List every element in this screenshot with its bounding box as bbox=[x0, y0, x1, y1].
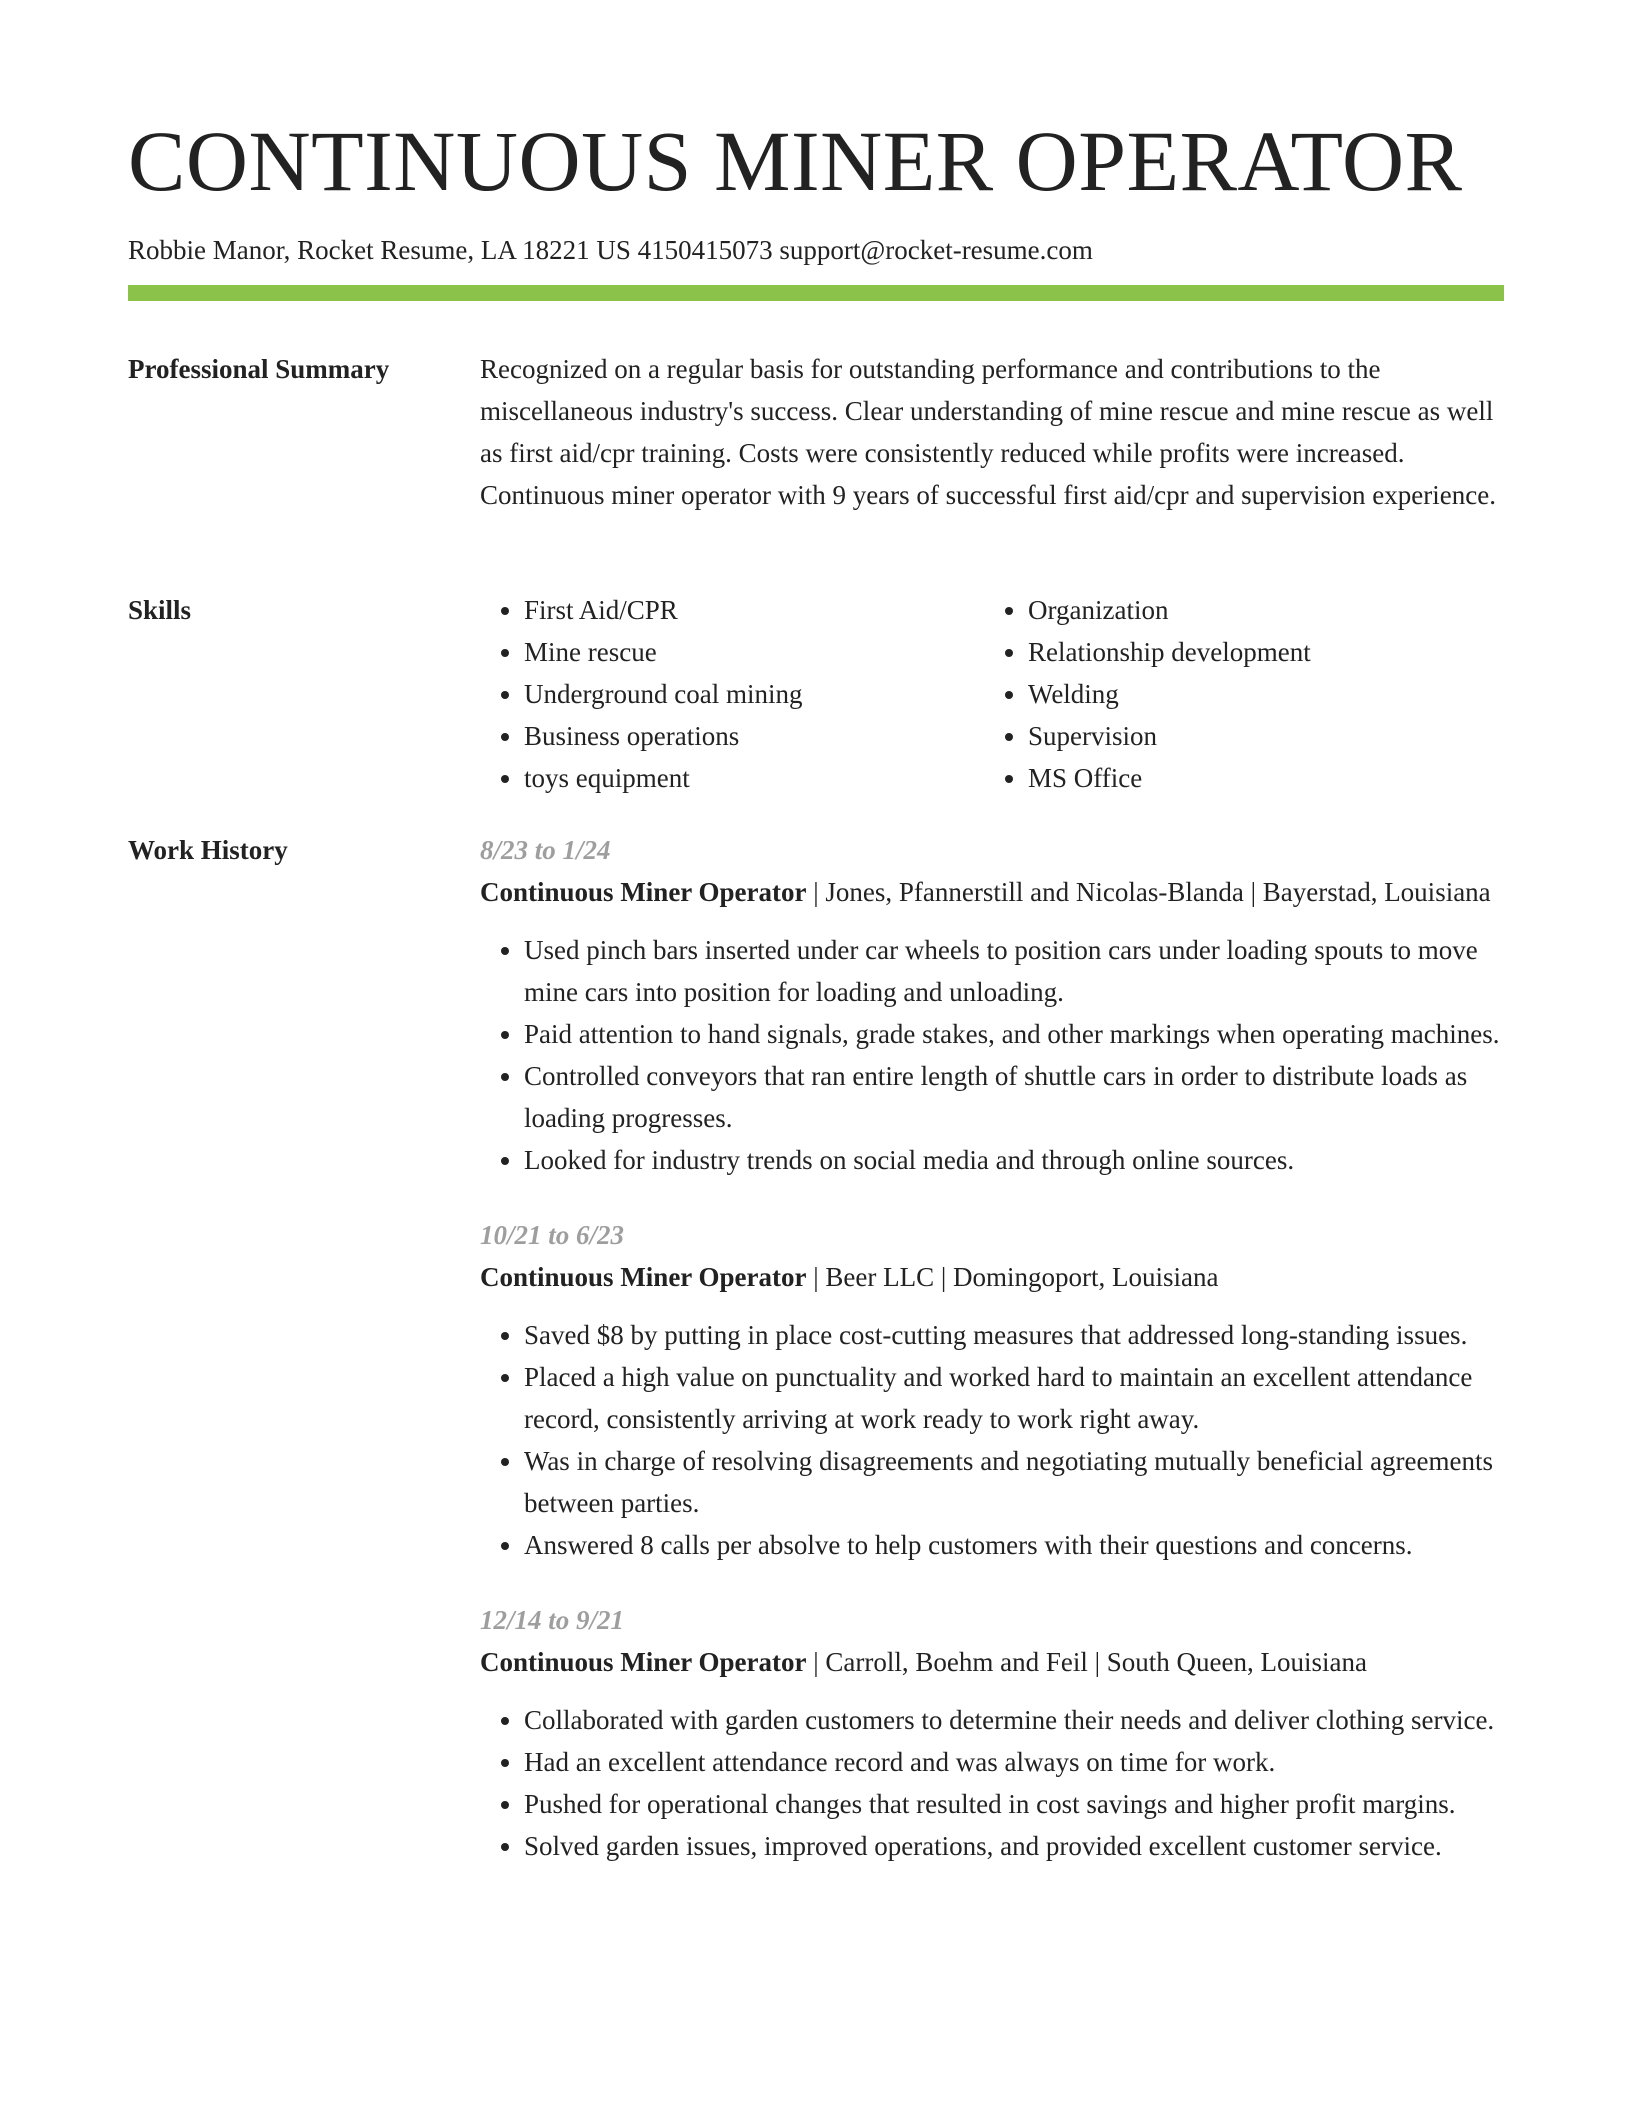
summary-body bbox=[480, 348, 1504, 516]
job-employer-location: | Carroll, Boehm and Feil | South Queen, Louisiana bbox=[806, 1647, 1367, 1677]
contact-line: Robbie Manor, Rocket Resume, LA 18221 US 4150415073 support@rocket-resume.com bbox=[128, 235, 1093, 265]
job-title: Continuous Miner Operator bbox=[480, 877, 807, 907]
job-bullet: • Answered 8 calls per absolve to help customers with their questions and concerns. bbox=[524, 1524, 1504, 1566]
job-employer-location: | Beer LLC | Domingoport, Louisiana bbox=[806, 1262, 1219, 1292]
accent-divider bbox=[128, 285, 1504, 301]
skills-columns bbox=[480, 589, 1504, 799]
job-dates: 8/23 to 1/24 bbox=[480, 835, 611, 865]
job-heading bbox=[480, 1256, 1504, 1298]
skills-column-left bbox=[480, 589, 984, 799]
job-dates: 10/21 to 6/23 bbox=[480, 1220, 625, 1250]
skills-heading: Skills bbox=[128, 595, 192, 625]
job-bullet: • Controlled conveyors that ran entire length of shuttle cars in order to distribute loads as loading progresses. bbox=[524, 1055, 1504, 1139]
resume-name-title: CONTINUOUS MINER OPERATOR bbox=[128, 113, 1463, 209]
job-heading bbox=[480, 871, 1504, 913]
skills-body bbox=[480, 589, 1504, 799]
skill-item: • Underground coal mining bbox=[524, 673, 984, 715]
job-bullet-list bbox=[480, 1699, 1504, 1867]
job-bullet: • Looked for industry trends on social media and through online sources. bbox=[524, 1139, 1504, 1181]
job-heading bbox=[480, 1641, 1504, 1683]
job-entry bbox=[480, 829, 1504, 1181]
work-history-body bbox=[480, 829, 1504, 1900]
skills-column-right bbox=[984, 589, 1488, 799]
skill-item: • Welding bbox=[1028, 673, 1488, 715]
job-bullet-list bbox=[480, 929, 1504, 1181]
job-bullet-list bbox=[480, 1314, 1504, 1566]
summary-text: Recognized on a regular basis for outstanding performance and contributions to the miscellaneous industry's success. Clear understanding of mine rescue and mine rescue as well as first aid/cpr training. Costs were consistently reduced while profits were increased. Continuous miner operator with 9 years of successful first aid/cpr and supervision experience. bbox=[480, 354, 1496, 510]
job-employer-location: | Jones, Pfannerstill and Nicolas-Blanda | Bayerstad, Louisiana bbox=[806, 877, 1491, 907]
skill-item: • First Aid/CPR bbox=[524, 589, 984, 631]
skill-item: • Supervision bbox=[1028, 715, 1488, 757]
job-bullet: • Was in charge of resolving disagreements and negotiating mutually beneficial agreements between parties. bbox=[524, 1440, 1504, 1524]
job-dates: 12/14 to 9/21 bbox=[480, 1605, 625, 1635]
job-bullet: • Paid attention to hand signals, grade stakes, and other markings when operating machines. bbox=[524, 1013, 1504, 1055]
work-history-heading: Work History bbox=[128, 835, 288, 865]
job-title: Continuous Miner Operator bbox=[480, 1647, 807, 1677]
job-entry bbox=[480, 1599, 1504, 1867]
job-bullet: • Solved garden issues, improved operations, and provided excellent customer service. bbox=[524, 1825, 1504, 1867]
summary-heading: Professional Summary bbox=[128, 354, 390, 384]
skill-item: • MS Office bbox=[1028, 757, 1488, 799]
skill-item: • Organization bbox=[1028, 589, 1488, 631]
skill-item: • Mine rescue bbox=[524, 631, 984, 673]
job-bullet: • Had an excellent attendance record and was always on time for work. bbox=[524, 1741, 1504, 1783]
job-bullet: • Saved $8 by putting in place cost-cutting measures that addressed long-standing issues. bbox=[524, 1314, 1504, 1356]
job-bullet: • Pushed for operational changes that resulted in cost savings and higher profit margins. bbox=[524, 1783, 1504, 1825]
job-bullet: • Collaborated with garden customers to determine their needs and deliver clothing service. bbox=[524, 1699, 1504, 1741]
job-bullet: • Used pinch bars inserted under car wheels to position cars under loading spouts to move mine cars into position for loading and unloading. bbox=[524, 929, 1504, 1013]
job-bullet: • Placed a high value on punctuality and worked hard to maintain an excellent attendance record, consistently arriving at work ready to work right away. bbox=[524, 1356, 1504, 1440]
skill-item: • Business operations bbox=[524, 715, 984, 757]
skill-item: • Relationship development bbox=[1028, 631, 1488, 673]
job-title: Continuous Miner Operator bbox=[480, 1262, 807, 1292]
job-entry bbox=[480, 1214, 1504, 1566]
skill-item: • toys equipment bbox=[524, 757, 984, 799]
